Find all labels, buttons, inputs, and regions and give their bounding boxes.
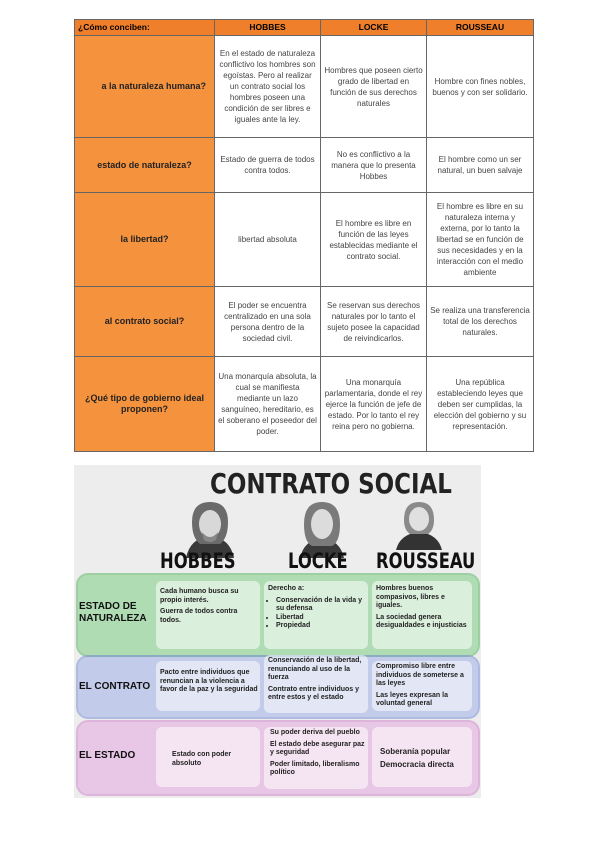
text-line: Democracia directa [380, 760, 454, 769]
text-line: Soberanía popular [380, 747, 451, 756]
estado-rousseau [380, 747, 470, 773]
naturaleza-locke [268, 585, 366, 631]
text-line: Hombres buenos compasivos, libres e iguales. [376, 585, 445, 609]
header-cell-locke: LOCKE [321, 20, 427, 36]
answer-cell-locke: Hombres que poseen cierto grado de libertad en función de sus derechos naturales [321, 36, 427, 138]
answer-cell-hobbes: Una monarquía absoluta, la cual se manifiesta mediante un lazo sanguíneo, hereditario, es el soberano el poseedor del poder. [215, 357, 321, 452]
infographic-title: CONTRATO SOCIAL [210, 467, 452, 500]
question-cell: estado de naturaleza? [75, 138, 215, 193]
header-cell-rousseau: ROUSSEAU [427, 20, 534, 36]
header-cell-question: ¿Cómo conciben: [75, 20, 215, 36]
text-line: La sociedad genera desigualdades e injusticias [376, 613, 467, 629]
row-label-line: NATURALEZA [79, 613, 147, 624]
text-line: Las leyes expresan la voluntad general [376, 691, 448, 707]
answer-cell-rousseau: Hombre con fines nobles, buenos y con ser solidario. [427, 36, 534, 138]
answer-cell-locke: Una monarquía parlamentaria, donde el rey ejerce la función de jefe de estado. Por lo tanto el rey reina pero no gobierna. [321, 357, 427, 452]
column-hobbes: HOBBES [160, 549, 236, 573]
text-line: Guerra de todos contra todos. [160, 608, 238, 624]
comparison-table [74, 19, 534, 452]
answer-cell-locke: El hombre es libre en función de las leyes establecidas mediante el contrato social. [321, 193, 427, 287]
row-label-estado: EL ESTADO [79, 750, 136, 761]
text-line: Poder limitado, liberalismo político [270, 760, 360, 776]
answer-cell-rousseau: El hombre como un ser natural, un buen salvaje [427, 138, 534, 193]
rousseau-portrait-icon [394, 498, 444, 550]
estado-locke [270, 729, 366, 781]
list-item: • Libertad [276, 614, 366, 623]
contrato-locke [268, 657, 366, 706]
table-row [75, 357, 534, 452]
text-line: Su poder deriva del pueblo [270, 729, 360, 736]
naturaleza-rousseau [376, 585, 470, 634]
table-row [75, 138, 534, 193]
column-locke: LOCKE [288, 549, 348, 573]
naturaleza-hobbes [160, 588, 256, 628]
text-line: El estado debe asegurar paz y seguridad [270, 740, 365, 756]
question-cell: a la naturaleza humana? [75, 36, 215, 138]
row-label-contrato: EL CONTRATO [79, 681, 151, 692]
text-line: Compromiso libre entre individuos de someterse a las leyes [376, 663, 464, 687]
answer-cell-rousseau: Una república estableciendo leyes que deben ser cumplidas, la elección del gobierno y su representación. [427, 357, 534, 452]
list-item: • Propiedad [276, 622, 366, 631]
header-cell-hobbes: HOBBES [215, 20, 321, 36]
table-header-row [75, 20, 534, 36]
locke-rights-list [268, 597, 366, 631]
answer-cell-rousseau: Se realiza una transferencia total de los derechos naturales. [427, 287, 534, 357]
table-row [75, 36, 534, 138]
estado-hobbes: Estado con poder absoluto [172, 751, 232, 767]
answer-cell-rousseau: El hombre es libre en su naturaleza interna y externa, por lo tanto la libertad se en función de sus necesidades y en la interacción con el medio ambiente [427, 193, 534, 287]
text-line: Conservación de la libertad, renunciando al uso de la fuerza [268, 657, 362, 681]
column-rousseau: ROUSSEAU [376, 549, 476, 573]
answer-cell-hobbes: Estado de guerra de todos contra todos. [215, 138, 321, 193]
text-line: Derecho a: [268, 585, 305, 592]
table-row [75, 287, 534, 357]
answer-cell-locke: No es conflictivo a la manera que lo presenta Hobbes [321, 138, 427, 193]
question-cell: al contrato social? [75, 287, 215, 357]
answer-cell-locke: Se reservan sus derechos naturales por lo tanto el sujeto posee la capacidad de reivindicarlos. [321, 287, 427, 357]
question-cell: la libertad? [75, 193, 215, 287]
table-row [75, 193, 534, 287]
contrato-social-infographic [74, 465, 481, 798]
text-line: Cada humano busca su propio interés. [160, 588, 239, 604]
contrato-rousseau [376, 663, 470, 712]
answer-cell-hobbes: En el estado de naturaleza conflictivo los hombres son egoístas. Pero al realizar un contrato social los hombres poseen una condición de ser libres e iguales ante la ley. [215, 36, 321, 138]
question-cell: ¿Qué tipo de gobierno ideal proponen? [75, 357, 215, 452]
text-line: Contrato entre individuos y entre estos y el estado [268, 685, 360, 701]
list-item: • Conservación de la vida y su defensa [276, 597, 366, 614]
row-label-naturaleza [79, 601, 147, 625]
contrato-hobbes: Pacto entre individuos que renuncian a la violencia a favor de la paz y la seguridad [160, 669, 258, 693]
answer-cell-hobbes: El poder se encuentra centralizado en una sola persona dentro de la sociedad civil. [215, 287, 321, 357]
answer-cell-hobbes: libertad absoluta [215, 193, 321, 287]
row-label-line: ESTADO DE [79, 601, 137, 612]
